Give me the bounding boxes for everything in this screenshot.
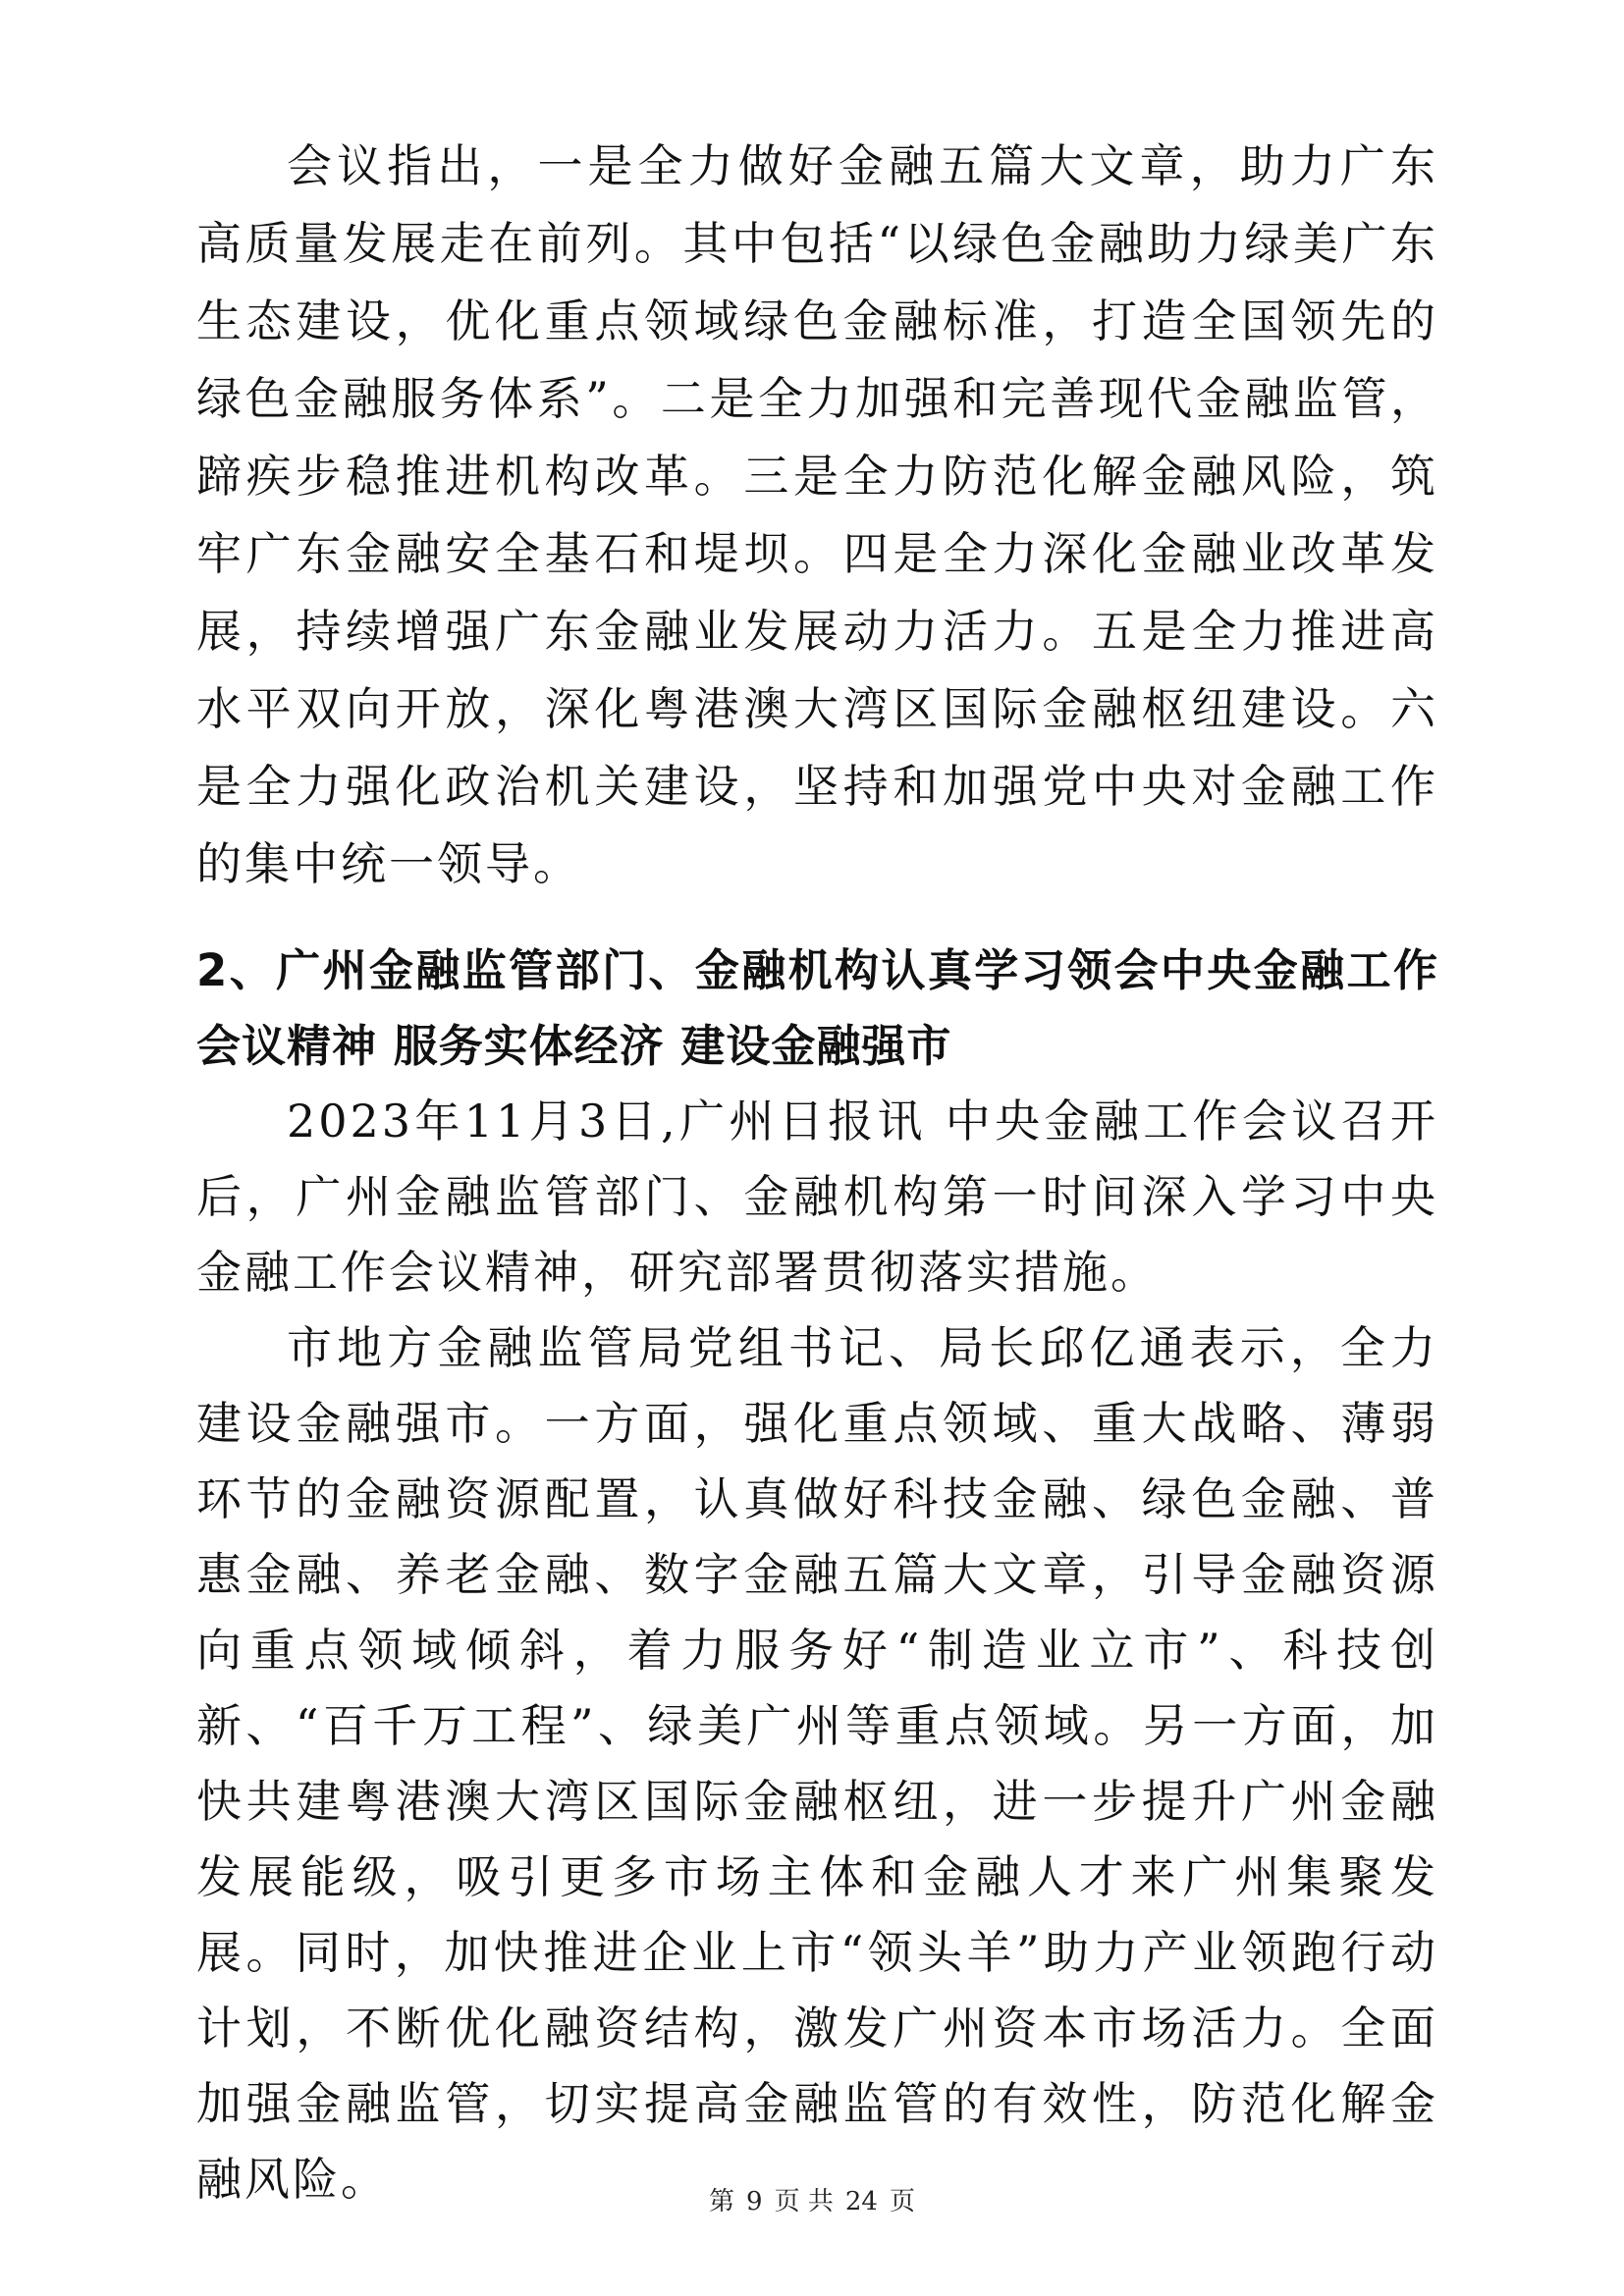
footer-total-pages: 24 [844,2187,878,2216]
paragraph-meeting-points: 会议指出，一是全力做好金融五篇大文章，助力广东高质量发展走在前列。其中包括“以绿色金融助力绿美广东生态建设，优化重点领域绿色金融标准，打造全国领先的绿色金融服务体系”。二是全力加强和完善现代金融监管，蹄疾步稳推进机构改革。三是全力防范化解金融风险，筑牢广东金融安全基石和堤坝。四是全力深化金融业改革发展，持续增强广东金融业发展动力活力。五是全力推进高水平双向开放，深化粤港澳大湾区国际金融枢纽建设。六是全力强化政治机关建设，坚持和加强党中央对金融工作的集中统一领导。 [196,139,1438,890]
page-footer [0,2181,1624,2217]
section-heading-2: 2、广州金融监管部门、金融机构认真学习领会中央金融工作会议精神 服务实体经济 建设金融强市 [196,944,1438,1072]
footer-current-page: 9 [746,2187,763,2216]
paragraph-news-intro: 2023年11月3日,广州日报讯 中央金融工作会议召开后，广州金融监管部门、金融机构第一时间深入学习中央金融工作会议精神，研究部署贯彻落实措施。 [196,1095,1438,1299]
footer-prefix: 第 [709,2187,735,2216]
footer-middle: 页 共 [774,2187,834,2216]
document-body [196,128,1438,2217]
footer-suffix: 页 [889,2187,915,2216]
paragraph-official-statement: 市地方金融监管局党组书记、局长邱亿通表示，全力建设金融强市。一方面，强化重点领域、重大战略、薄弱环节的金融资源配置，认真做好科技金融、绿色金融、普惠金融、养老金融、数字金融五篇大文章，引导金融资源向重点领域倾斜，着力服务好“制造业立市”、科技创新、“百千万工程”、绿美广州等重点领域。另一方面，加快共建粤港澳大湾区国际金融枢纽，进一步提升广州金融发展能级，吸引更多市场主体和金融人才来广州集聚发展。同时，加快推进企业上市“领头羊”助力产业领跑行动计划，不断优化融资结构，激发广州资本市场活力。全面加强金融监管，切实提高金融监管的有效性，防范化解金融风险。 [196,1321,1438,2206]
